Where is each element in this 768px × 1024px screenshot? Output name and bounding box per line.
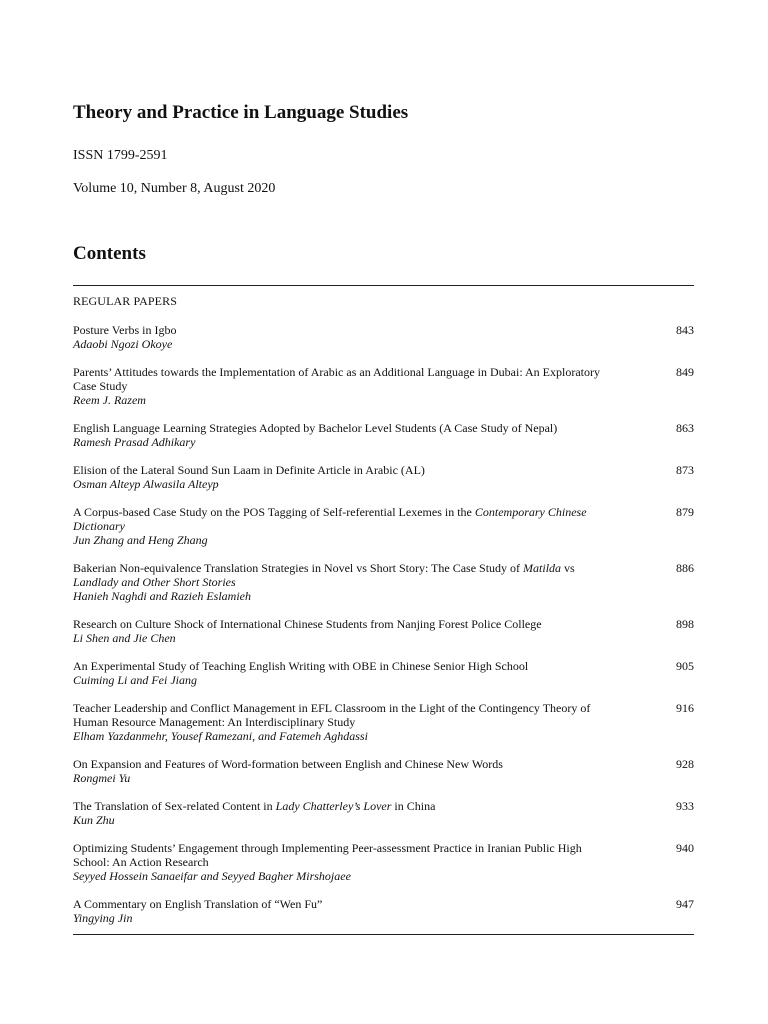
- toc-entry[interactable]: [73, 757, 694, 785]
- entry-page: 947: [676, 897, 694, 911]
- entry-authors: Li Shen and Jie Chen: [73, 631, 176, 645]
- title-text: An Experimental Study of Teaching English Writing with OBE in Chinese Senior High School: [73, 659, 529, 673]
- toc-entry[interactable]: [73, 799, 694, 827]
- title-italic-text: Matilda: [523, 561, 562, 575]
- entry-authors: Yingying Jin: [73, 911, 133, 925]
- entry-title: [73, 617, 618, 631]
- entry-authors: Adaobi Ngozi Okoye: [73, 337, 173, 351]
- title-text: in China: [391, 799, 436, 813]
- entry-page: 843: [676, 323, 694, 337]
- toc-entry[interactable]: [73, 463, 694, 491]
- entry-title: [73, 561, 618, 589]
- toc-entry[interactable]: [73, 561, 694, 603]
- toc-entry[interactable]: [73, 841, 694, 883]
- entry-title: [73, 701, 618, 729]
- top-divider: [73, 285, 694, 286]
- table-of-contents: [73, 323, 694, 925]
- title-italic-text: Lady Chatterley’s Lover: [275, 799, 392, 813]
- entry-page: 863: [676, 421, 694, 435]
- entry-authors: Seyyed Hossein Sanaeifar and Seyyed Bagher Mirshojaee: [73, 869, 351, 883]
- toc-entry[interactable]: [73, 421, 694, 449]
- entry-authors: Rongmei Yu: [73, 771, 131, 785]
- entry-authors: Ramesh Prasad Adhikary: [73, 435, 196, 449]
- entry-title: [73, 323, 618, 337]
- title-text: Optimizing Students’ Engagement through Implementing Peer-assessment Practice in Iranian Public High School: An Action Research: [73, 841, 582, 869]
- title-text: A Commentary on English Translation of “Wen Fu”: [73, 897, 323, 911]
- entry-page: 940: [676, 841, 694, 855]
- section-label: REGULAR PAPERS: [73, 294, 177, 308]
- contents-heading: Contents: [73, 243, 146, 264]
- entry-authors: Cuiming Li and Fei Jiang: [73, 673, 197, 687]
- entry-authors: Elham Yazdanmehr, Yousef Ramezani, and Fatemeh Aghdassi: [73, 729, 368, 743]
- entry-title: [73, 897, 618, 911]
- entry-page: 886: [676, 561, 694, 575]
- title-italic-text: Landlady and Other Short Stories: [73, 575, 236, 589]
- entry-title: [73, 421, 618, 435]
- title-text: vs: [561, 561, 575, 575]
- toc-entry[interactable]: [73, 701, 694, 743]
- bottom-divider: [73, 934, 694, 935]
- journal-title: Theory and Practice in Language Studies: [73, 102, 409, 123]
- entry-page: 879: [676, 505, 694, 519]
- entry-authors: Reem J. Razem: [73, 393, 146, 407]
- entry-title: [73, 757, 618, 771]
- entry-authors: Osman Alteyp Alwasila Alteyp: [73, 477, 219, 491]
- entry-page: 905: [676, 659, 694, 673]
- title-text: A Corpus-based Case Study on the POS Tagging of Self-referential Lexemes in the: [73, 505, 475, 519]
- entry-page: 873: [676, 463, 694, 477]
- title-text: Parents’ Attitudes towards the Implementation of Arabic as an Additional Language in Dubai: An Exploratory Case Study: [73, 365, 600, 393]
- entry-page: 916: [676, 701, 694, 715]
- toc-entry[interactable]: [73, 659, 694, 687]
- entry-title: [73, 365, 618, 393]
- entry-page: 928: [676, 757, 694, 771]
- title-text: On Expansion and Features of Word-formation between English and Chinese New Words: [73, 757, 503, 771]
- entry-title: [73, 841, 618, 869]
- entry-authors: Hanieh Naghdi and Razieh Eslamieh: [73, 589, 251, 603]
- entry-page: 933: [676, 799, 694, 813]
- volume-info: Volume 10, Number 8, August 2020: [73, 181, 276, 196]
- entry-page: 849: [676, 365, 694, 379]
- title-text: Posture Verbs in Igbo: [73, 323, 177, 337]
- entry-authors: Jun Zhang and Heng Zhang: [73, 533, 208, 547]
- issn: ISSN 1799-2591: [73, 148, 168, 163]
- entry-page: 898: [676, 617, 694, 631]
- title-text: Bakerian Non-equivalence Translation Strategies in Novel vs Short Story: The Case Study of: [73, 561, 524, 575]
- entry-title: [73, 799, 618, 813]
- title-text: Elision of the Lateral Sound Sun Laam in Definite Article in Arabic (AL): [73, 463, 425, 477]
- title-text: English Language Learning Strategies Adopted by Bachelor Level Students (A Case Study of Nepal): [73, 421, 558, 435]
- title-text: The Translation of Sex-related Content in: [73, 799, 276, 813]
- toc-entry[interactable]: [73, 505, 694, 547]
- toc-entry[interactable]: [73, 897, 694, 925]
- toc-entry[interactable]: [73, 617, 694, 645]
- entry-authors: Kun Zhu: [73, 813, 115, 827]
- entry-title: [73, 505, 618, 533]
- title-text: Research on Culture Shock of International Chinese Students from Nanjing Forest Police College: [73, 617, 542, 631]
- entry-title: [73, 659, 618, 673]
- title-italic-text: Contemporary Chinese Dictionary: [73, 505, 587, 533]
- entry-title: [73, 463, 618, 477]
- toc-entry[interactable]: [73, 365, 694, 407]
- toc-entry[interactable]: [73, 323, 694, 351]
- title-text: Teacher Leadership and Conflict Management in EFL Classroom in the Light of the Contingency Theory of Human Resource Management: An Interdisciplinary Study: [73, 701, 591, 729]
